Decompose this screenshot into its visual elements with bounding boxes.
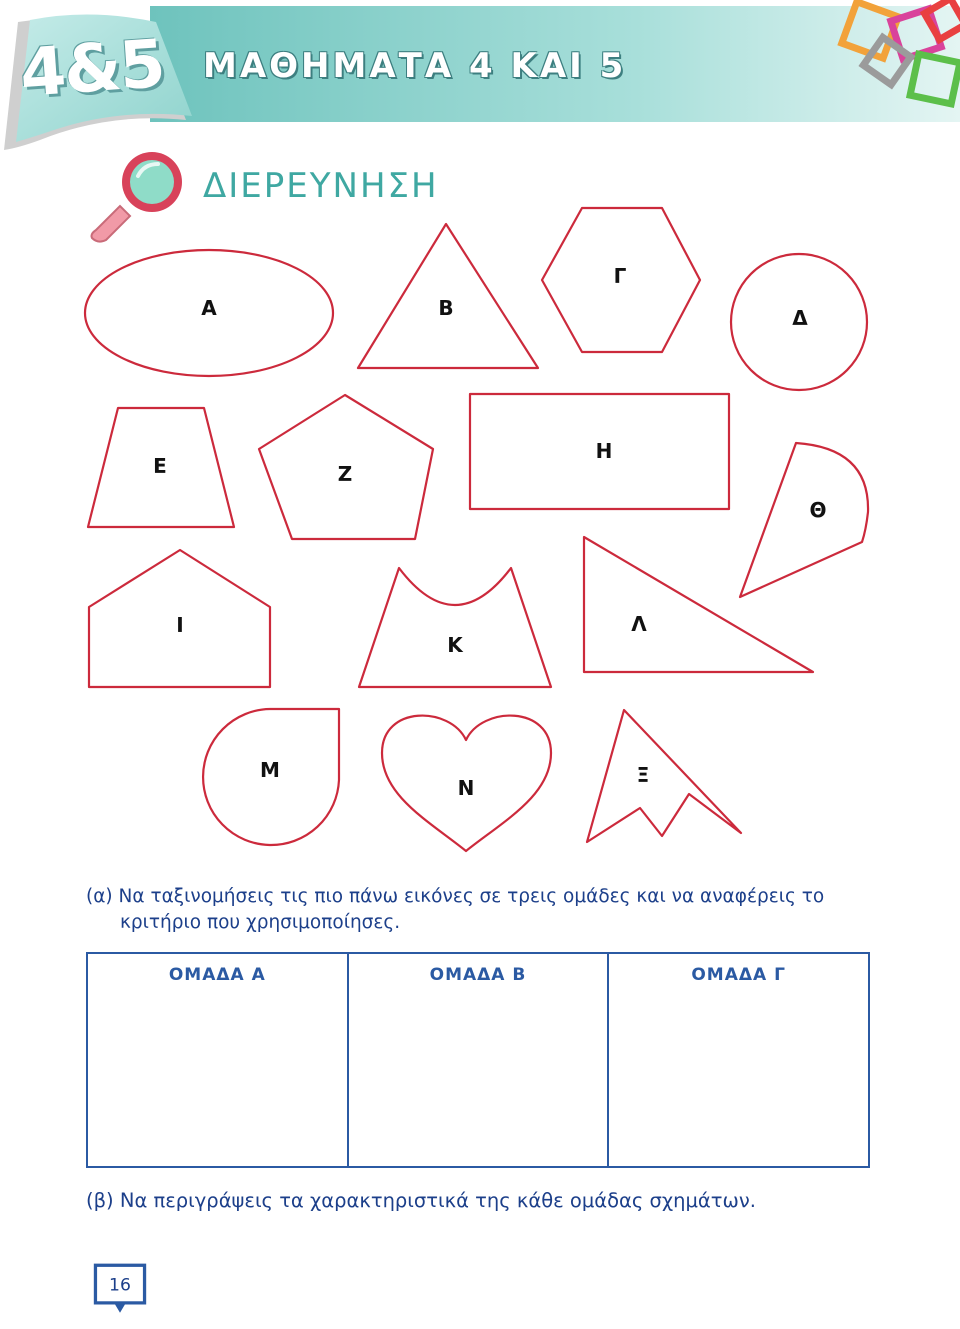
lesson-title: ΜΑΘΗΜΑΤΑ 4 ΚΑΙ 5 bbox=[203, 46, 627, 86]
label-triangle: Β bbox=[438, 296, 454, 320]
label-circle: Δ bbox=[792, 306, 808, 330]
group-c-header: ΟΜΑΔΑ Γ bbox=[608, 953, 869, 996]
label-ellipse: Α bbox=[201, 296, 217, 320]
shape-cone bbox=[740, 443, 868, 597]
task-b-text: Να περιγράψεις τα χαρακτηριστικά της κάθε ομάδας σχημάτων. bbox=[119, 1189, 756, 1212]
label-rectangle: Η bbox=[595, 439, 613, 463]
task-b bbox=[86, 1188, 756, 1214]
label-heart: Ν bbox=[457, 776, 475, 800]
group-c-cell[interactable] bbox=[608, 996, 869, 1167]
lesson-number: 4&5 bbox=[17, 25, 166, 112]
label-teardrop: Μ bbox=[260, 758, 280, 782]
task-a-marker: (α) bbox=[86, 886, 113, 907]
task-a bbox=[86, 884, 886, 936]
label-pentagon: Ζ bbox=[337, 462, 353, 486]
shape-arrowhead bbox=[587, 710, 741, 842]
label-trapezoid: Ε bbox=[153, 454, 167, 478]
shape-concave-trapezoid bbox=[359, 568, 551, 687]
task-a-line2: κριτήριο που χρησιμοποίησες. bbox=[120, 912, 401, 933]
label-hexagon: Γ bbox=[613, 264, 627, 288]
label-house: Ι bbox=[176, 613, 184, 637]
group-a-cell[interactable] bbox=[87, 996, 348, 1167]
group-b-cell[interactable] bbox=[348, 996, 609, 1167]
task-a-line1: Να ταξινομήσεις τις πιο πάνω εικόνες σε τρεις ομάδες και να αναφέρεις το bbox=[118, 886, 825, 907]
page-number-badge bbox=[86, 1262, 154, 1316]
label-cone: Θ bbox=[809, 498, 827, 522]
label-arrowhead: Ξ bbox=[636, 763, 650, 787]
label-concave-trapezoid: Κ bbox=[447, 633, 463, 657]
page-number: 16 bbox=[109, 1275, 131, 1296]
label-right-triangle: Λ bbox=[631, 612, 647, 636]
group-a-header: ΟΜΑΔΑ Α bbox=[87, 953, 348, 996]
section-title: ΔΙΕΡΕΥΝΗΣΗ bbox=[203, 166, 439, 206]
group-b-header: ΟΜΑΔΑ Β bbox=[348, 953, 609, 996]
groups-table bbox=[86, 952, 870, 1168]
task-b-marker: (β) bbox=[86, 1189, 114, 1212]
